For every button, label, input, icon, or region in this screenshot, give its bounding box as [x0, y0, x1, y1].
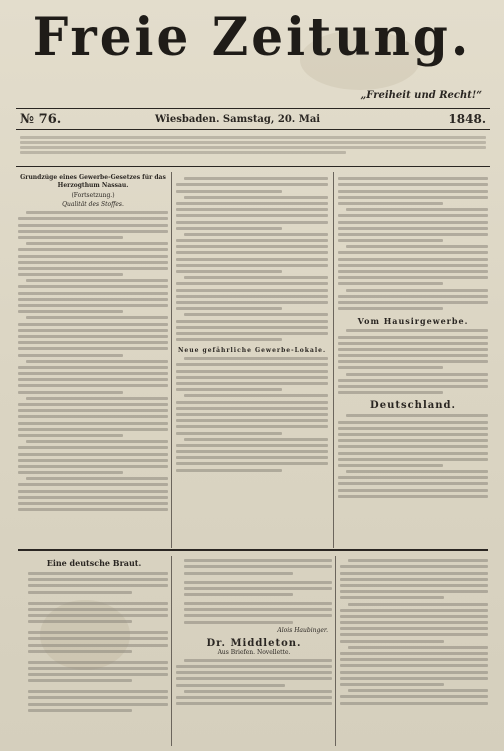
divider: [16, 129, 490, 130]
article-heading: Vom Hausirgewerbe.: [357, 316, 469, 327]
story-title: Dr. Middleton.: [206, 637, 302, 649]
masthead-title: Freie Zeitung.: [32, 5, 472, 68]
article-body: [176, 357, 328, 471]
issue-year: 1848.: [448, 112, 486, 126]
story-subtitle: Aus Briefen. Novellette.: [217, 648, 291, 656]
section-heading: Deutschland.: [370, 400, 456, 412]
poem-title: Eine deutsche Braut.: [46, 558, 142, 568]
article-body: [338, 329, 488, 394]
story-body: [340, 559, 488, 704]
article-body: [176, 177, 328, 341]
article-section: Qualität des Stoffes.: [62, 201, 124, 208]
story-continued-column: [340, 556, 488, 746]
column-1: [18, 174, 168, 544]
divider: [16, 166, 490, 167]
issue-bar: [20, 112, 486, 128]
column-rule: [333, 172, 334, 548]
article-subheading: Neue gefährliche Gewerbe-Lokale.: [177, 347, 327, 355]
article-body: [338, 177, 488, 310]
article-body: [18, 211, 168, 511]
issue-date: Wiesbaden. Samstag, 20. Mai: [155, 114, 321, 125]
subscription-notice: [20, 134, 486, 160]
masthead-motto: „Freiheit und Recht!“: [360, 90, 482, 101]
article-heading: Grundzüge eines Gewerbe-Gesetzes für das Herzogthum Nassau.: [20, 174, 166, 189]
column-rule: [171, 172, 172, 548]
feuilleton-divider: [18, 549, 488, 551]
column-rule: [335, 556, 336, 746]
story-column: [176, 556, 332, 746]
poem-body: [20, 572, 168, 712]
column-rule: [171, 556, 172, 746]
article-body: [338, 414, 488, 497]
column-3: [338, 174, 488, 544]
poem-signature: Alois Haubinger.: [277, 626, 328, 634]
issue-number: № 76.: [20, 112, 62, 127]
divider: [16, 108, 490, 109]
article-continued: (Fortsetzung.): [71, 192, 115, 199]
poem-body: [176, 559, 332, 623]
poem-column: [20, 556, 168, 746]
story-body: [176, 659, 332, 705]
column-2: [176, 174, 328, 544]
